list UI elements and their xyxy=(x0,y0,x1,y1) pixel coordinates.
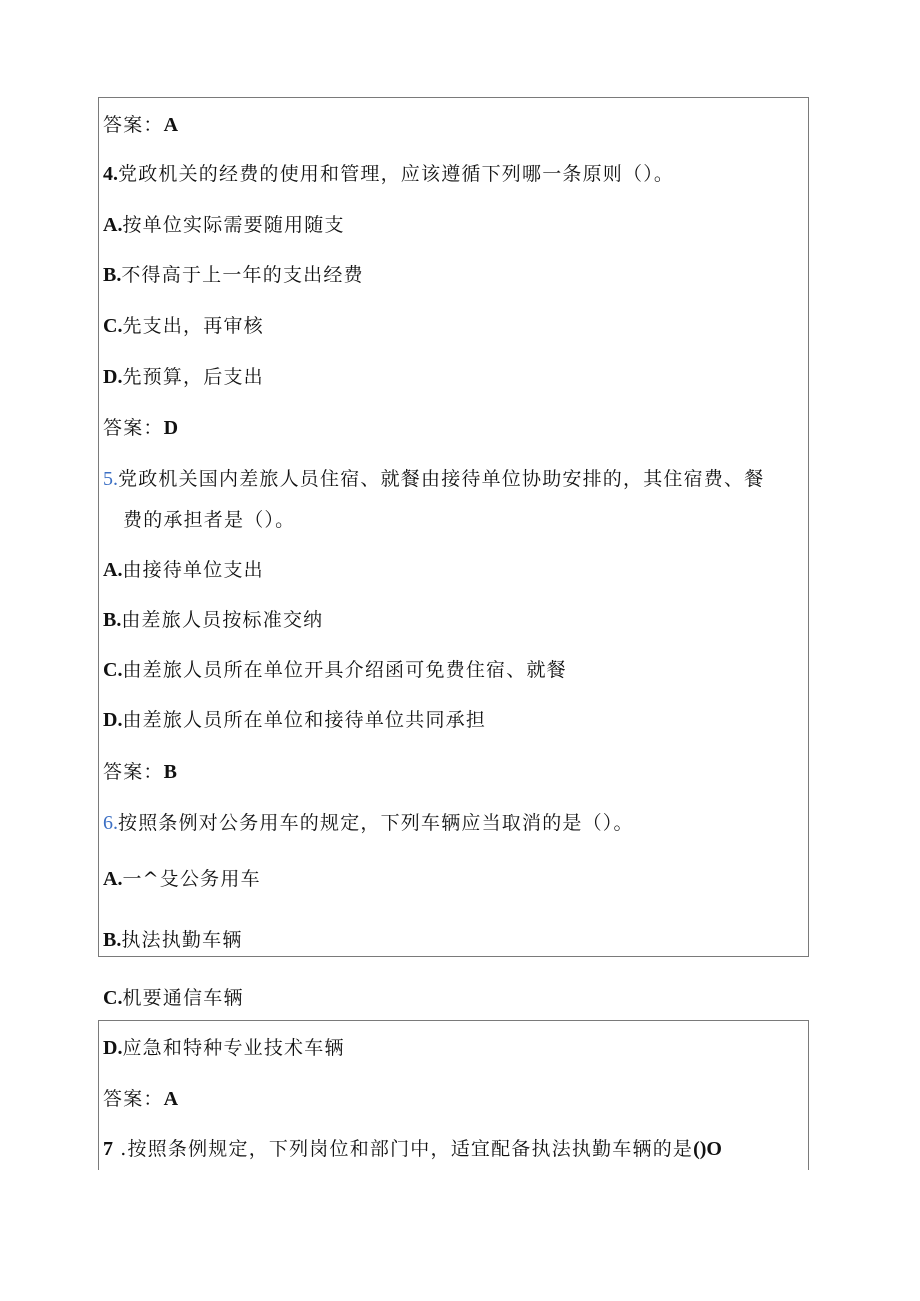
question-5: 5.党政机关国内差旅人员住宿、就餐由接待单位协助安排的，其住宿费、餐 xyxy=(103,468,765,490)
q6-option-d: D.应急和特种专业技术车辆 xyxy=(103,1037,345,1059)
q4-option-b: B.不得高于上一年的支出经费 xyxy=(103,264,364,286)
q4-option-d: D.先预算，后支出 xyxy=(103,366,264,388)
answer-line-q6: 答案：A xyxy=(103,1088,179,1110)
question-7: 7 .按照条例规定，下列岗位和部门中，适宜配备执法执勤车辆的是()O xyxy=(103,1138,722,1160)
q5-option-d: D.由差旅人员所在单位和接待单位共同承担 xyxy=(103,709,487,731)
q4-option-c: C.先支出，再审核 xyxy=(103,315,264,337)
q6-option-b: B.执法执勤车辆 xyxy=(103,929,243,951)
answer-line-q3: 答案：A xyxy=(103,114,179,136)
q6-option-c: C.机要通信车辆 xyxy=(103,987,244,1009)
answer-line-q4: 答案：D xyxy=(103,417,179,439)
q5-option-b: B.由差旅人员按标准交纳 xyxy=(103,609,324,631)
q4-option-a: A.按单位实际需要随用随支 xyxy=(103,214,345,236)
q5-option-a: A.由接待单位支出 xyxy=(103,559,264,581)
question-5-continued: 费的承担者是（）。 xyxy=(123,509,296,531)
answer-line-q5: 答案：B xyxy=(103,761,177,783)
q5-option-c: C.由差旅人员所在单位开具介绍函可免费住宿、就餐 xyxy=(103,659,567,681)
q6-option-a: A.一^殳公务用车 xyxy=(103,868,261,890)
question-4: 4.党政机关的经费的使用和管理，应该遵循下列哪一条原则（）。 xyxy=(103,163,675,185)
question-6: 6.按照条例对公务用车的规定，下列车辆应当取消的是（）。 xyxy=(103,812,634,834)
